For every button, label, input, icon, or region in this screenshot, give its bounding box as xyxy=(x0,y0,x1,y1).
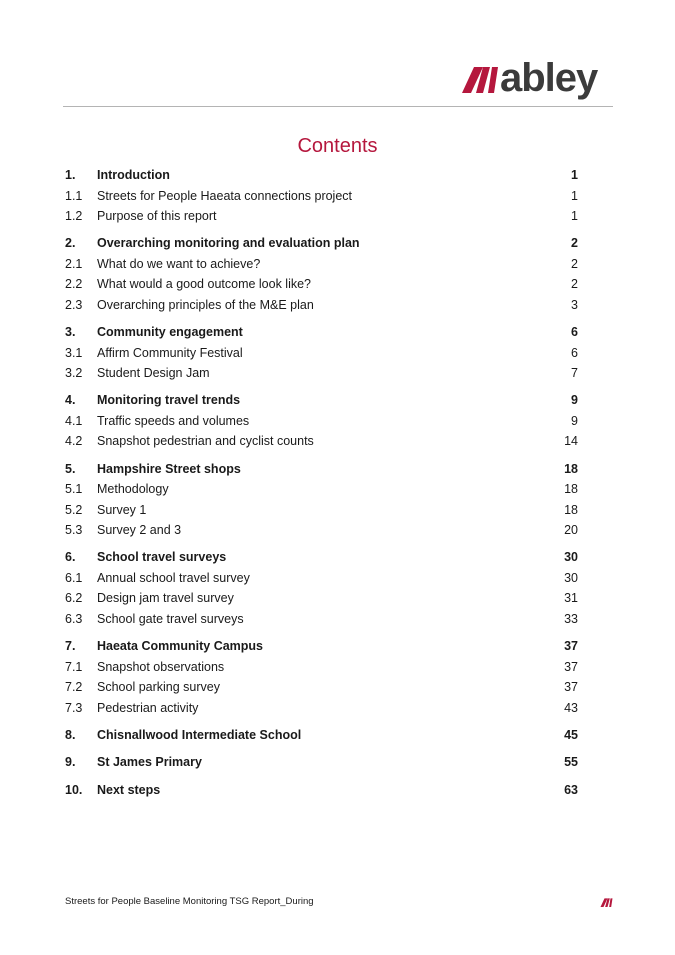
toc-page-number: 63 xyxy=(564,782,578,797)
toc-page-number: 30 xyxy=(564,570,578,585)
toc-section-row[interactable] xyxy=(65,639,578,660)
toc-label: Snapshot observations xyxy=(97,659,225,674)
toc-page-number: 20 xyxy=(564,523,578,538)
header-divider xyxy=(63,106,613,107)
abley-logo xyxy=(462,58,597,98)
toc-label: Streets for People Haeata connections project xyxy=(97,188,353,203)
toc-number: 6.1 xyxy=(65,570,83,585)
toc-label: Purpose of this report xyxy=(97,209,217,223)
toc-label: Design jam travel survey xyxy=(97,591,234,606)
toc-label: School gate travel surveys xyxy=(97,611,244,626)
toc-subsection-row[interactable] xyxy=(65,414,578,435)
toc-number: 1. xyxy=(65,168,76,182)
toc-subsection-row[interactable] xyxy=(65,434,578,455)
toc-page-number: 6 xyxy=(571,325,578,340)
abley-slash-mark-icon xyxy=(462,63,498,93)
toc-number: 4.2 xyxy=(65,434,83,449)
toc-number: 8. xyxy=(65,728,76,743)
toc-number: 1.1 xyxy=(65,188,83,203)
toc-label: Survey 2 and 3 xyxy=(97,523,182,538)
toc-number: 2. xyxy=(65,236,76,251)
footer-text: Streets for People Baseline Monitoring TSG Report_During xyxy=(65,896,314,907)
toc-number: 6.3 xyxy=(65,611,83,626)
toc-subsection-row[interactable] xyxy=(65,701,578,722)
toc-number: 4. xyxy=(65,393,76,408)
toc-subsection-row[interactable] xyxy=(65,503,578,524)
toc-label: Overarching monitoring and evaluation plan xyxy=(97,236,360,251)
toc-section-row[interactable] xyxy=(65,728,578,749)
toc-number: 7.1 xyxy=(65,659,83,674)
toc-label: What would a good outcome look like? xyxy=(97,277,312,292)
toc-section-row[interactable] xyxy=(65,783,578,804)
toc-label: Methodology xyxy=(97,482,169,497)
toc-subsection-row[interactable] xyxy=(65,571,578,592)
toc-number: 10. xyxy=(65,782,83,797)
toc-page-number: 3 xyxy=(571,297,578,312)
toc-section-row[interactable] xyxy=(65,755,578,776)
toc-page-number: 18 xyxy=(564,482,578,497)
toc-number: 6. xyxy=(65,550,76,565)
toc-section-row[interactable] xyxy=(65,393,578,414)
toc-page-number: 43 xyxy=(564,700,578,715)
toc-page-number: 1 xyxy=(571,209,578,223)
toc-section-row[interactable] xyxy=(65,168,578,189)
toc-label: Next steps xyxy=(97,782,161,797)
toc-page-number: 37 xyxy=(564,680,578,695)
toc-page-number: 31 xyxy=(564,591,578,606)
toc-label: St James Primary xyxy=(97,755,202,770)
toc-label: Community engagement xyxy=(97,325,243,340)
toc-page-number: 18 xyxy=(564,502,578,517)
toc-subsection-row[interactable] xyxy=(65,660,578,681)
toc-label: Student Design Jam xyxy=(97,366,210,381)
toc-number: 1.2 xyxy=(65,209,83,223)
toc-subsection-row[interactable] xyxy=(65,189,578,210)
toc-subsection-row[interactable] xyxy=(65,612,578,633)
toc-number: 5.2 xyxy=(65,502,83,517)
toc-subsection-row[interactable] xyxy=(65,277,578,298)
toc-section-row[interactable] xyxy=(65,325,578,346)
toc-page-number: 30 xyxy=(564,550,578,565)
toc-label: What do we want to achieve? xyxy=(97,256,261,271)
toc-section-row[interactable] xyxy=(65,550,578,571)
toc-label: Haeata Community Campus xyxy=(97,639,264,654)
toc-number: 5. xyxy=(65,461,76,476)
toc-label: Chisnallwood Intermediate School xyxy=(97,728,302,743)
toc-number: 2.2 xyxy=(65,277,83,292)
toc-page-number: 1 xyxy=(571,168,578,182)
toc-page-number: 37 xyxy=(564,639,578,654)
toc-section-row[interactable] xyxy=(65,236,578,257)
toc-subsection-row[interactable] xyxy=(65,680,578,701)
brand-name: abley xyxy=(500,56,598,100)
toc-label: Survey 1 xyxy=(97,502,147,517)
toc-number: 4.1 xyxy=(65,413,83,428)
toc-subsection-row[interactable] xyxy=(65,523,578,544)
toc-section-row[interactable] xyxy=(65,462,578,483)
toc-page-number: 37 xyxy=(564,659,578,674)
toc-subsection-row[interactable] xyxy=(65,209,578,230)
toc-number: 7.2 xyxy=(65,680,83,695)
toc-number: 3.2 xyxy=(65,366,83,381)
toc-number: 5.1 xyxy=(65,482,83,497)
toc-subsection-row[interactable] xyxy=(65,366,578,387)
toc-page-number: 45 xyxy=(564,728,578,743)
toc-page-number: 2 xyxy=(571,256,578,271)
abley-slash-mark-small-icon xyxy=(600,897,613,907)
toc-label: Snapshot pedestrian and cyclist counts xyxy=(97,434,314,449)
toc-number: 7.3 xyxy=(65,700,83,715)
toc-subsection-row[interactable] xyxy=(65,257,578,278)
toc-label: Affirm Community Festival xyxy=(97,345,243,360)
toc-subsection-row[interactable] xyxy=(65,298,578,319)
toc-label: Overarching principles of the M&E plan xyxy=(97,297,314,312)
table-of-contents xyxy=(65,168,578,803)
toc-subsection-row[interactable] xyxy=(65,591,578,612)
toc-number: 9. xyxy=(65,755,76,770)
toc-label: School travel surveys xyxy=(97,550,227,565)
toc-label: School parking survey xyxy=(97,680,220,695)
toc-label: Hampshire Street shops xyxy=(97,461,241,476)
toc-subsection-row[interactable] xyxy=(65,482,578,503)
toc-label: Annual school travel survey xyxy=(97,570,250,585)
toc-page-number: 2 xyxy=(571,277,578,292)
toc-page-number: 55 xyxy=(564,755,578,770)
toc-page-number: 9 xyxy=(571,393,578,408)
toc-page-number: 2 xyxy=(571,236,578,251)
toc-page-number: 6 xyxy=(571,345,578,360)
toc-subsection-row[interactable] xyxy=(65,346,578,367)
toc-number: 3. xyxy=(65,325,76,340)
toc-page-number: 14 xyxy=(564,434,578,449)
toc-page-number: 9 xyxy=(571,413,578,428)
toc-number: 6.2 xyxy=(65,591,83,606)
toc-label: Introduction xyxy=(97,168,170,182)
toc-label: Monitoring travel trends xyxy=(97,393,241,408)
toc-page-number: 1 xyxy=(571,188,578,203)
toc-number: 5.3 xyxy=(65,523,83,538)
page-title: Contents xyxy=(297,135,378,157)
toc-number: 7. xyxy=(65,639,76,654)
toc-number: 2.3 xyxy=(65,297,83,312)
toc-page-number: 33 xyxy=(564,611,578,626)
toc-page-number: 7 xyxy=(571,366,578,381)
toc-number: 2.1 xyxy=(65,256,83,271)
toc-number: 3.1 xyxy=(65,345,83,360)
toc-page-number: 18 xyxy=(564,461,578,476)
toc-label: Pedestrian activity xyxy=(97,700,199,715)
toc-label: Traffic speeds and volumes xyxy=(97,413,250,428)
